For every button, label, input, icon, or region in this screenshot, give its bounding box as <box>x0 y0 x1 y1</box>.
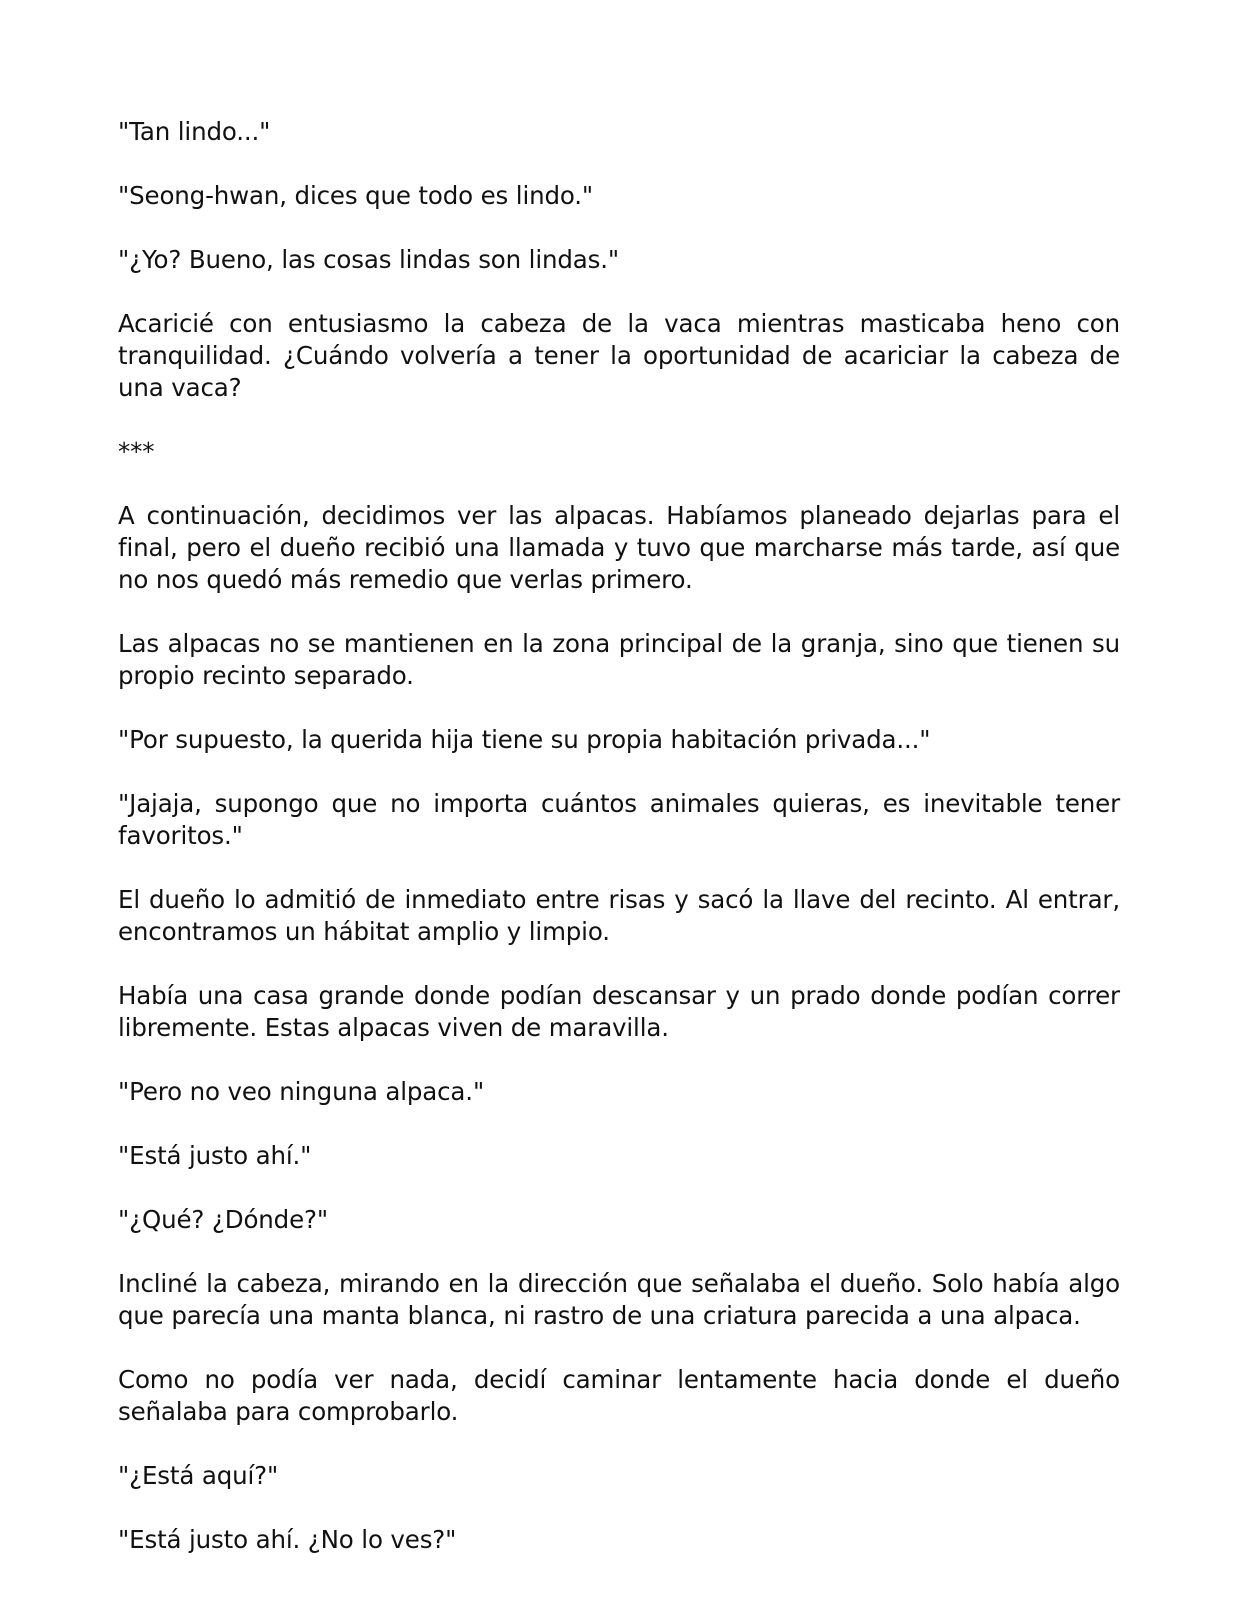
paragraph-11: "Pero no veo ninguna alpaca." <box>118 1077 485 1106</box>
text-body <box>118 116 1120 1588</box>
paragraph-12: "Está justo ahí." <box>118 1141 312 1170</box>
paragraph-13: "¿Qué? ¿Dónde?" <box>118 1205 328 1234</box>
paragraph-7: "Por supuesto, la querida hija tiene su propia habitación privada..." <box>118 725 931 754</box>
paragraph-1: "Tan lindo..." <box>118 117 271 146</box>
paragraph-2: "Seong-hwan, dices que todo es lindo." <box>118 181 594 210</box>
paragraph-5: A continuación, decidimos ver las alpacas. Habíamos planeado dejarlas para el final, pero el dueño recibió una llamada y tuvo que marcharse más tarde, así que no nos quedó más remedio que verlas primero. <box>118 501 1120 594</box>
paragraph-9: El dueño lo admitió de inmediato entre risas y sacó la llave del recinto. Al entrar, encontramos un hábitat amplio y limpio. <box>118 885 1120 946</box>
paragraph-16: "¿Está aquí?" <box>118 1461 279 1490</box>
section-break: *** <box>118 437 155 466</box>
paragraph-6: Las alpacas no se mantienen en la zona principal de la granja, sino que tienen su propio recinto separado. <box>118 629 1120 690</box>
paragraph-8: "Jajaja, supongo que no importa cuántos animales quieras, es inevitable tener favoritos." <box>118 789 1120 850</box>
paragraph-14: Incliné la cabeza, mirando en la dirección que señalaba el dueño. Solo había algo que parecía una manta blanca, ni rastro de una criatura parecida a una alpaca. <box>118 1269 1120 1330</box>
paragraph-4: Acaricié con entusiasmo la cabeza de la vaca mientras masticaba heno con tranquilidad. ¿Cuándo volvería a tener la oportunidad de acariciar la cabeza de una vaca? <box>118 309 1120 402</box>
paragraph-3: "¿Yo? Bueno, las cosas lindas son lindas." <box>118 245 619 274</box>
paragraph-17: "Está justo ahí. ¿No lo ves?" <box>118 1525 457 1554</box>
paragraph-10: Había una casa grande donde podían descansar y un prado donde podían correr libremente. Estas alpacas viven de maravilla. <box>118 981 1120 1042</box>
paragraph-15: Como no podía ver nada, decidí caminar lentamente hacia donde el dueño señalaba para comprobarlo. <box>118 1365 1120 1426</box>
